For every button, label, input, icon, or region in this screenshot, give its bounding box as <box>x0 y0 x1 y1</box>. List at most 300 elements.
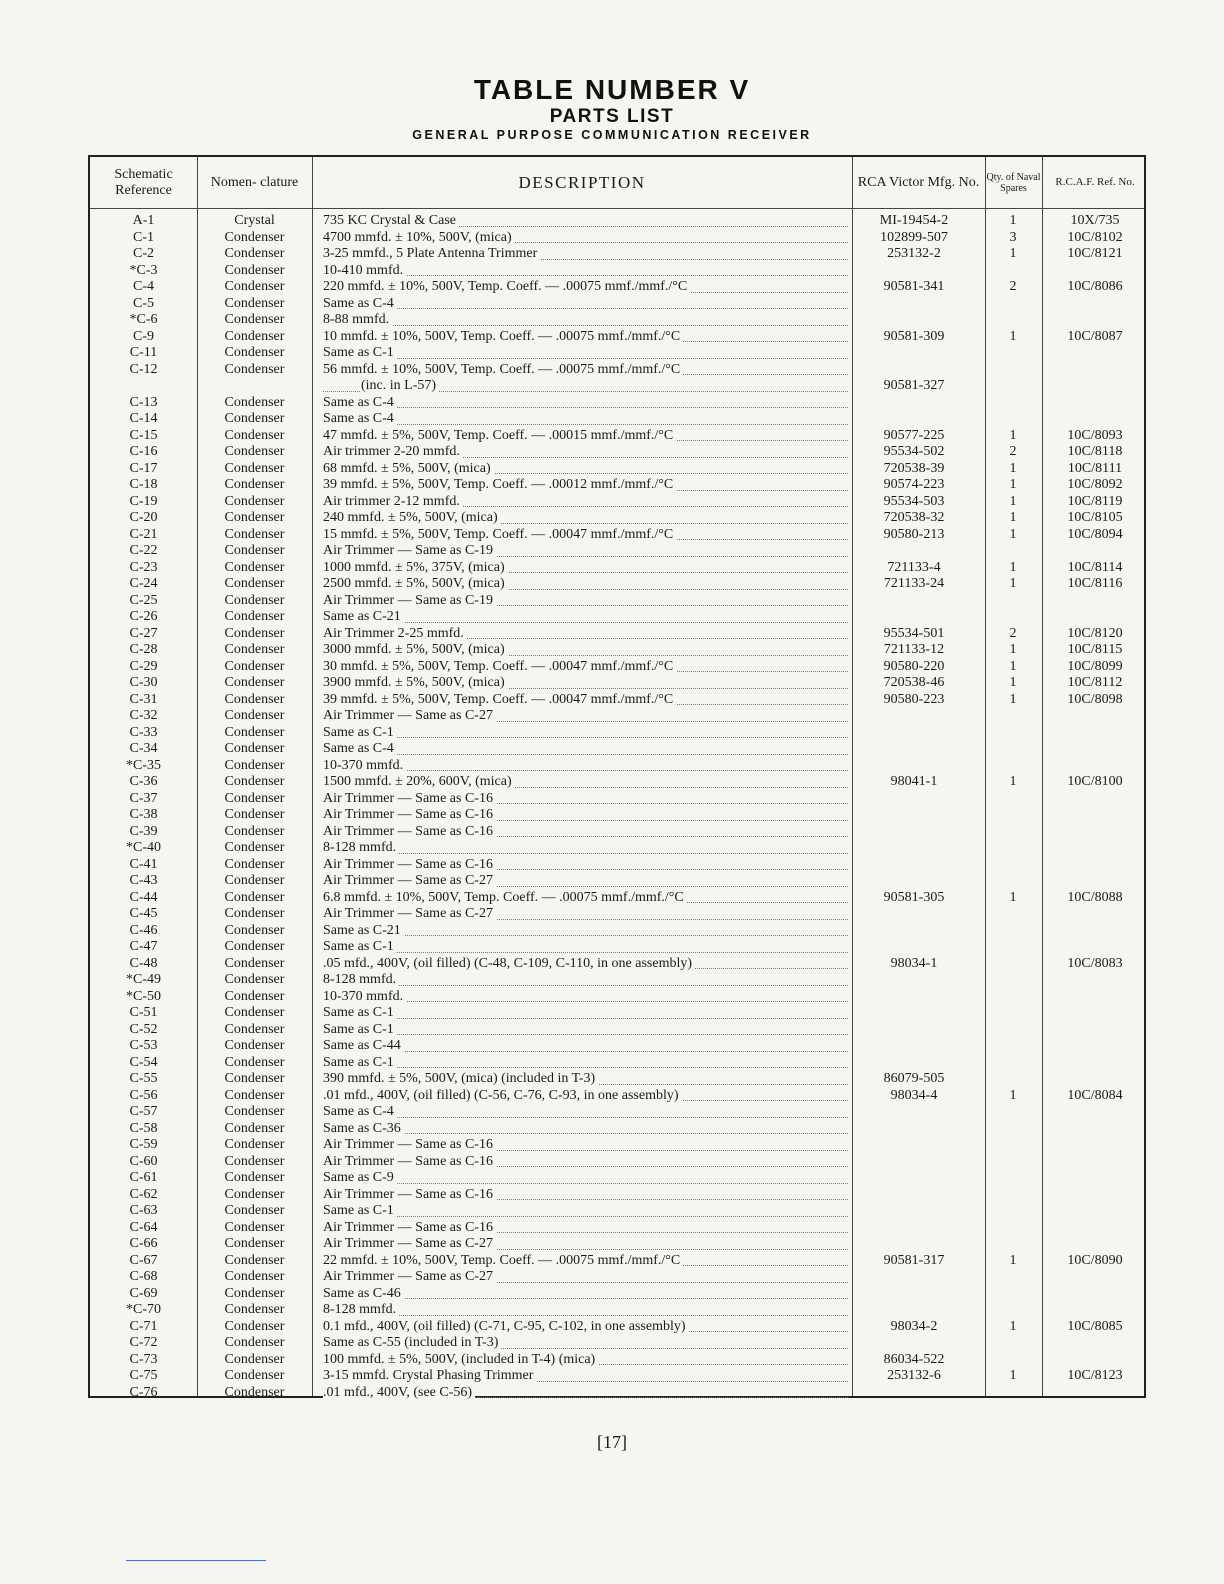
mfg-number-cell: 90581-305 <box>883 889 945 905</box>
nomenclature-cell: Condenser <box>224 823 285 839</box>
mfg-number-cell: 102899-507 <box>880 229 948 245</box>
schematic-reference-cell: C-43 <box>129 873 158 888</box>
description-cell <box>323 279 848 296</box>
mfg-number-cell: 90581-317 <box>883 1252 945 1268</box>
header-schematic-reference: Schematic Reference <box>114 166 173 198</box>
qty-spares-cell: 1 <box>1009 642 1017 657</box>
header-separator <box>90 208 1144 209</box>
leader-dots <box>323 424 848 425</box>
nomenclature-cell: Condenser <box>224 262 285 278</box>
leader-dots <box>323 754 848 755</box>
description-cell <box>323 1286 848 1303</box>
table-row <box>90 1368 1148 1385</box>
table-row <box>90 543 1148 560</box>
schematic-reference-cell: C-12 <box>129 361 158 377</box>
nomenclature-cell: Condenser <box>224 279 285 294</box>
schematic-reference-cell: C-60 <box>129 1153 158 1169</box>
leader-dots <box>323 737 848 738</box>
table-row <box>90 279 1148 296</box>
description-cell <box>323 1088 848 1105</box>
qty-spares-cell: 3 <box>1009 229 1017 245</box>
table-row <box>90 345 1148 362</box>
header-qty-naval-spares: Qty. of Naval Spares <box>986 171 1041 194</box>
description-cell <box>323 1104 848 1121</box>
schematic-reference-cell: C-31 <box>129 691 158 707</box>
table-row <box>90 494 1148 511</box>
rcaf-ref-cell: 10C/8098 <box>1067 691 1123 707</box>
schematic-reference-cell: C-61 <box>129 1170 158 1185</box>
nomenclature-cell: Condenser <box>224 1054 285 1070</box>
schematic-reference-cell: C-69 <box>129 1285 158 1301</box>
description-text: Air Trimmer — Same as C-27 <box>323 1269 496 1284</box>
nomenclature-cell: Condenser <box>224 922 285 938</box>
description-cell <box>323 807 848 824</box>
description-cell <box>323 411 848 428</box>
header-rca-victor-mfg-no: RCA Victor Mfg. No. <box>857 174 980 190</box>
description-cell <box>323 576 848 593</box>
schematic-reference-cell: C-23 <box>129 559 158 575</box>
nomenclature-cell: Condenser <box>224 1153 285 1169</box>
schematic-reference-cell: C-36 <box>129 774 158 789</box>
nomenclature-cell: Condenser <box>224 477 285 492</box>
description-text: 3000 mmfd. ± 5%, 500V, (mica) <box>323 642 508 657</box>
schematic-reference-cell: C-17 <box>129 460 158 476</box>
mfg-number-cell: 95534-502 <box>883 444 945 459</box>
mfg-number-cell: 90581-327 <box>883 378 945 393</box>
description-cell <box>323 1187 848 1204</box>
table-row <box>90 939 1148 956</box>
parts-table <box>88 155 1146 1398</box>
description-text: Same as C-4 <box>323 1104 397 1119</box>
nomenclature-cell: Condenser <box>224 708 285 723</box>
description-text: Air Trimmer 2-25 mmfd. <box>323 626 467 641</box>
description-text: 4700 mmfd. ± 10%, 500V, (mica) <box>323 230 515 245</box>
description-text: .01 mfd., 400V, (see C-56) <box>323 1385 475 1400</box>
description-text: Air Trimmer — Same as C-16 <box>323 1187 496 1202</box>
mfg-number-cell: 720538-46 <box>883 675 945 690</box>
table-row <box>90 1038 1148 1055</box>
description-cell <box>323 246 848 263</box>
rcaf-ref-cell: 10C/8123 <box>1067 1368 1123 1383</box>
rcaf-ref-cell: 10C/8084 <box>1067 1087 1123 1103</box>
table-row <box>90 1071 1148 1088</box>
leader-dots <box>323 1216 848 1217</box>
table-row <box>90 576 1148 593</box>
table-row <box>90 428 1148 445</box>
rcaf-ref-cell: 10C/8112 <box>1067 675 1123 690</box>
mfg-number-cell: 90580-220 <box>883 658 945 674</box>
description-cell <box>323 840 848 857</box>
schematic-reference-cell: C-54 <box>129 1054 158 1070</box>
description-text: Same as C-4 <box>323 296 397 311</box>
description-text: Same as C-46 <box>323 1286 404 1301</box>
qty-spares-cell: 1 <box>1009 576 1017 591</box>
nomenclature-cell: Condenser <box>224 1104 285 1119</box>
mfg-number-cell: 95534-503 <box>883 493 945 509</box>
nomenclature-cell: Condenser <box>224 1005 285 1020</box>
table-row <box>90 956 1148 973</box>
table-row <box>90 675 1148 692</box>
rcaf-ref-cell: 10C/8102 <box>1067 229 1123 245</box>
schematic-reference-cell: *C-35 <box>126 757 161 773</box>
description-text: 8-128 mmfd. <box>323 1302 399 1317</box>
table-row <box>90 857 1148 874</box>
nomenclature-cell: Condenser <box>224 1021 285 1037</box>
description-cell <box>323 263 848 280</box>
description-cell <box>323 725 848 742</box>
nomenclature-cell: Condenser <box>224 460 285 476</box>
description-cell <box>323 989 848 1006</box>
description-text: 3-15 mmfd. Crystal Phasing Trimmer <box>323 1368 536 1383</box>
qty-spares-cell: 1 <box>1009 1252 1017 1268</box>
nomenclature-cell: Condenser <box>224 295 285 311</box>
description-text: .01 mfd., 400V, (oil filled) (C-56, C-76, C-93, in one assembly) <box>323 1088 682 1103</box>
header-rcaf-ref-no: R.C.A.F. Ref. No. <box>1055 176 1135 188</box>
schematic-reference-cell: *C-6 <box>129 312 158 327</box>
description-cell <box>323 708 848 725</box>
mfg-number-cell: 98034-1 <box>890 955 938 971</box>
table-body <box>90 213 1148 1401</box>
nomenclature-cell: Condenser <box>224 790 285 806</box>
table-row <box>90 510 1148 527</box>
table-row <box>90 791 1148 808</box>
qty-spares-cell: 1 <box>1009 559 1017 575</box>
schematic-reference-cell: C-63 <box>129 1203 158 1218</box>
rcaf-ref-cell: 10C/8100 <box>1067 774 1123 789</box>
schematic-reference-cell: C-32 <box>129 708 158 723</box>
schematic-reference-cell: C-57 <box>129 1104 158 1119</box>
schematic-reference-cell: C-27 <box>129 625 158 641</box>
nomenclature-cell: Condenser <box>224 361 285 377</box>
qty-spares-cell: 1 <box>1009 493 1017 509</box>
description-text: Air Trimmer — Same as C-16 <box>323 824 496 839</box>
mfg-number-cell: 98034-2 <box>890 1318 938 1334</box>
description-text: Same as C-4 <box>323 741 397 756</box>
nomenclature-cell: Condenser <box>224 757 285 773</box>
nomenclature-cell: Condenser <box>224 1351 285 1367</box>
table-row <box>90 1121 1148 1138</box>
schematic-reference-cell: C-47 <box>129 939 158 954</box>
table-row <box>90 1335 1148 1352</box>
leader-dots <box>323 1117 848 1118</box>
qty-spares-cell: 2 <box>1009 444 1017 459</box>
schematic-reference-cell: C-5 <box>133 295 154 311</box>
description-text: 39 mmfd. ± 5%, 500V, Temp. Coeff. — .00047 mmf./mmf./°C <box>323 692 676 707</box>
description-text: Same as C-1 <box>323 1022 397 1037</box>
description-text: Air Trimmer — Same as C-27 <box>323 1236 496 1251</box>
description-text: Air Trimmer — Same as C-19 <box>323 543 496 558</box>
description-cell <box>323 758 848 775</box>
description-cell <box>323 461 848 478</box>
nomenclature-cell: Condenser <box>224 427 285 443</box>
mfg-number-cell: 98041-1 <box>890 774 938 789</box>
header-nomenclature: Nomen- clature <box>210 174 299 190</box>
description-cell <box>323 923 848 940</box>
description-text: Air trimmer 2-20 mmfd. <box>323 444 463 459</box>
table-row <box>90 906 1148 923</box>
qty-spares-cell: 1 <box>1009 1368 1017 1383</box>
leader-dots <box>323 985 848 986</box>
schematic-reference-cell: A-1 <box>132 213 155 228</box>
description-cell <box>323 1352 848 1369</box>
table-subtitle: PARTS LIST <box>549 106 675 127</box>
description-text: 2500 mmfd. ± 5%, 500V, (mica) <box>323 576 508 591</box>
table-row <box>90 1385 1148 1402</box>
schematic-reference-cell: C-37 <box>129 790 158 806</box>
description-cell <box>323 1022 848 1039</box>
nomenclature-cell: Condenser <box>224 444 285 459</box>
table-row <box>90 989 1148 1006</box>
description-cell <box>323 230 848 247</box>
nomenclature-cell: Condenser <box>224 642 285 657</box>
nomenclature-cell: Condenser <box>224 609 285 624</box>
qty-spares-cell: 2 <box>1009 625 1017 641</box>
leader-dots <box>323 1018 848 1019</box>
description-cell <box>323 609 848 626</box>
table-row <box>90 560 1148 577</box>
table-row <box>90 1088 1148 1105</box>
table-row <box>90 1055 1148 1072</box>
table-row <box>90 1352 1148 1369</box>
table-row <box>90 296 1148 313</box>
description-cell <box>323 1203 848 1220</box>
description-cell <box>323 1236 848 1253</box>
schematic-reference-cell: *C-40 <box>126 840 161 855</box>
qty-spares-cell: 1 <box>1009 675 1017 690</box>
schematic-reference-cell: C-28 <box>129 642 158 657</box>
mfg-number-cell: 86079-505 <box>883 1071 945 1086</box>
schematic-reference-cell: C-73 <box>129 1351 158 1367</box>
nomenclature-cell: Condenser <box>224 774 285 789</box>
table-row <box>90 972 1148 989</box>
description-text: Same as C-21 <box>323 923 404 938</box>
schematic-reference-cell: C-67 <box>129 1252 158 1268</box>
description-text: 3900 mmfd. ± 5%, 500V, (mica) <box>323 675 508 690</box>
description-cell <box>323 659 848 676</box>
nomenclature-cell: Condenser <box>224 576 285 591</box>
schematic-reference-cell: C-1 <box>133 229 154 245</box>
nomenclature-cell: Condenser <box>224 1384 285 1400</box>
schematic-reference-cell: C-39 <box>129 823 158 839</box>
qty-spares-cell: 1 <box>1009 427 1017 443</box>
qty-spares-cell: 1 <box>1009 889 1017 905</box>
rcaf-ref-cell: 10C/8092 <box>1067 477 1123 492</box>
nomenclature-cell: Condenser <box>224 526 285 542</box>
footer-rule <box>126 1560 266 1561</box>
table-row <box>90 659 1148 676</box>
description-cell <box>323 939 848 956</box>
table-row <box>90 890 1148 907</box>
schematic-reference-cell: C-33 <box>129 724 158 740</box>
page-number: [17] <box>597 1432 627 1452</box>
table-row <box>90 758 1148 775</box>
description-cell <box>323 378 848 395</box>
description-text: 390 mmfd. ± 5%, 500V, (mica) (included in T-3) <box>323 1071 598 1086</box>
nomenclature-cell: Condenser <box>224 906 285 921</box>
schematic-reference-cell: C-30 <box>129 675 158 690</box>
table-row <box>90 1302 1148 1319</box>
table-row <box>90 1170 1148 1187</box>
schematic-reference-cell: C-45 <box>129 906 158 921</box>
table-row <box>90 477 1148 494</box>
qty-spares-cell: 1 <box>1009 691 1017 707</box>
nomenclature-cell: Condenser <box>224 625 285 641</box>
nomenclature-cell: Condenser <box>224 807 285 822</box>
table-subsubtitle: GENERAL PURPOSE COMMUNICATION RECEIVER <box>412 128 812 142</box>
description-text: 1500 mmfd. ± 20%, 600V, (mica) <box>323 774 515 789</box>
leader-dots <box>323 308 848 309</box>
table-row <box>90 411 1148 428</box>
description-cell <box>323 312 848 329</box>
rcaf-ref-cell: 10C/8086 <box>1067 279 1123 294</box>
table-row <box>90 708 1148 725</box>
nomenclature-cell: Condenser <box>224 1236 285 1251</box>
nomenclature-cell: Condenser <box>224 394 285 410</box>
nomenclature-cell: Condenser <box>224 1170 285 1185</box>
nomenclature-cell: Condenser <box>224 840 285 855</box>
leader-dots <box>323 952 848 953</box>
description-text: 3-25 mmfd., 5 Plate Antenna Trimmer <box>323 246 540 261</box>
table-row <box>90 923 1148 940</box>
description-cell <box>323 873 848 890</box>
leader-dots <box>323 325 848 326</box>
nomenclature-cell: Condenser <box>224 411 285 426</box>
schematic-reference-cell: C-48 <box>129 955 158 971</box>
table-title: TABLE NUMBER V <box>473 74 751 105</box>
nomenclature-cell: Condenser <box>224 1137 285 1152</box>
table-row <box>90 824 1148 841</box>
table-row <box>90 378 1148 395</box>
mfg-number-cell: 98034-4 <box>890 1087 938 1103</box>
description-text: Air Trimmer — Same as C-16 <box>323 1220 496 1235</box>
table-row <box>90 1220 1148 1237</box>
schematic-reference-cell: C-55 <box>129 1071 158 1086</box>
table-row <box>90 527 1148 544</box>
mfg-number-cell: 90574-223 <box>883 477 945 492</box>
mfg-number-cell: 721133-24 <box>883 576 945 591</box>
table-row <box>90 840 1148 857</box>
description-text: Same as C-1 <box>323 345 397 360</box>
description-text: Same as C-4 <box>323 395 397 410</box>
nomenclature-cell: Condenser <box>224 1087 285 1103</box>
schematic-reference-cell: *C-50 <box>126 988 161 1004</box>
rcaf-ref-cell: 10C/8090 <box>1067 1252 1123 1268</box>
description-cell <box>323 543 848 560</box>
description-cell <box>323 527 848 544</box>
schematic-reference-cell: C-13 <box>129 394 158 410</box>
leader-dots <box>323 1183 848 1184</box>
description-cell <box>323 692 848 709</box>
mfg-number-cell: 90577-225 <box>883 427 945 443</box>
description-text: 47 mmfd. ± 5%, 500V, Temp. Coeff. — .00015 mmf./mmf./°C <box>323 428 676 443</box>
table-row <box>90 1187 1148 1204</box>
description-cell <box>323 972 848 989</box>
description-cell <box>323 824 848 841</box>
nomenclature-cell: Condenser <box>224 312 285 327</box>
schematic-reference-cell: C-20 <box>129 510 158 525</box>
table-row <box>90 444 1148 461</box>
description-cell <box>323 362 848 379</box>
description-text: Air Trimmer — Same as C-16 <box>323 857 496 872</box>
nomenclature-cell: Condenser <box>224 1252 285 1268</box>
schematic-reference-cell: C-34 <box>129 741 158 756</box>
schematic-reference-cell: C-19 <box>129 493 158 509</box>
table-row <box>90 1203 1148 1220</box>
qty-spares-cell: 1 <box>1009 213 1017 228</box>
table-row <box>90 725 1148 742</box>
description-text: 0.1 mfd., 400V, (oil filled) (C-71, C-95, C-102, in one assembly) <box>323 1319 689 1334</box>
mfg-number-cell: 95534-501 <box>883 625 945 641</box>
qty-spares-cell: 1 <box>1009 658 1017 674</box>
description-cell <box>323 956 848 973</box>
qty-spares-cell: 2 <box>1009 279 1017 294</box>
nomenclature-cell: Condenser <box>224 939 285 954</box>
table-row <box>90 1253 1148 1270</box>
mfg-number-cell: 721133-12 <box>883 642 945 657</box>
description-cell <box>323 1335 848 1352</box>
schematic-reference-cell: C-24 <box>129 576 158 591</box>
schematic-reference-cell: C-71 <box>129 1318 158 1334</box>
table-row <box>90 609 1148 626</box>
description-text: Air Trimmer — Same as C-27 <box>323 708 496 723</box>
description-text: 10 mmfd. ± 10%, 500V, Temp. Coeff. — .00075 mmf./mmf./°C <box>323 329 683 344</box>
rcaf-ref-cell: 10C/8115 <box>1067 642 1123 657</box>
table-row <box>90 213 1148 230</box>
description-cell <box>323 1220 848 1237</box>
schematic-reference-cell: C-68 <box>129 1269 158 1284</box>
leader-dots <box>323 358 848 359</box>
table-row <box>90 626 1148 643</box>
description-cell <box>323 1137 848 1154</box>
description-text: Air Trimmer — Same as C-16 <box>323 1137 496 1152</box>
table-row <box>90 642 1148 659</box>
description-cell <box>323 1368 848 1385</box>
nomenclature-cell: Condenser <box>224 1038 285 1053</box>
nomenclature-cell: Condenser <box>224 856 285 872</box>
description-cell <box>323 1385 848 1402</box>
table-row <box>90 246 1148 263</box>
leader-dots <box>323 1315 848 1316</box>
description-text: Same as C-36 <box>323 1121 404 1136</box>
description-text: 10-370 mmfd. <box>323 989 406 1004</box>
schematic-reference-cell: C-26 <box>129 609 158 624</box>
rcaf-ref-cell: 10C/8088 <box>1067 889 1123 905</box>
description-cell <box>323 444 848 461</box>
description-cell <box>323 1319 848 1336</box>
description-cell <box>323 774 848 791</box>
table-row <box>90 741 1148 758</box>
table-row <box>90 329 1148 346</box>
table-row <box>90 395 1148 412</box>
schematic-reference-cell: *C-3 <box>129 262 158 278</box>
qty-spares-cell: 1 <box>1009 1087 1017 1103</box>
table-row <box>90 593 1148 610</box>
nomenclature-cell: Condenser <box>224 493 285 509</box>
schematic-reference-cell: C-46 <box>129 922 158 938</box>
schematic-reference-cell: C-2 <box>133 246 154 261</box>
table-row <box>90 230 1148 247</box>
table-row <box>90 1137 1148 1154</box>
nomenclature-cell: Condenser <box>224 592 285 608</box>
rcaf-ref-cell: 10X/735 <box>1070 213 1120 228</box>
description-text: .05 mfd., 400V, (oil filled) (C-48, C-109, C-110, in one assembly) <box>323 956 695 971</box>
nomenclature-cell: Condenser <box>224 510 285 525</box>
description-text: 220 mmfd. ± 10%, 500V, Temp. Coeff. — .00075 mmf./mmf./°C <box>323 279 690 294</box>
description-cell <box>323 1170 848 1187</box>
table-row <box>90 362 1148 379</box>
description-text: 100 mmfd. ± 5%, 500V, (included in T-4) (mica) <box>323 1352 598 1367</box>
mfg-number-cell: MI-19454-2 <box>879 213 949 228</box>
